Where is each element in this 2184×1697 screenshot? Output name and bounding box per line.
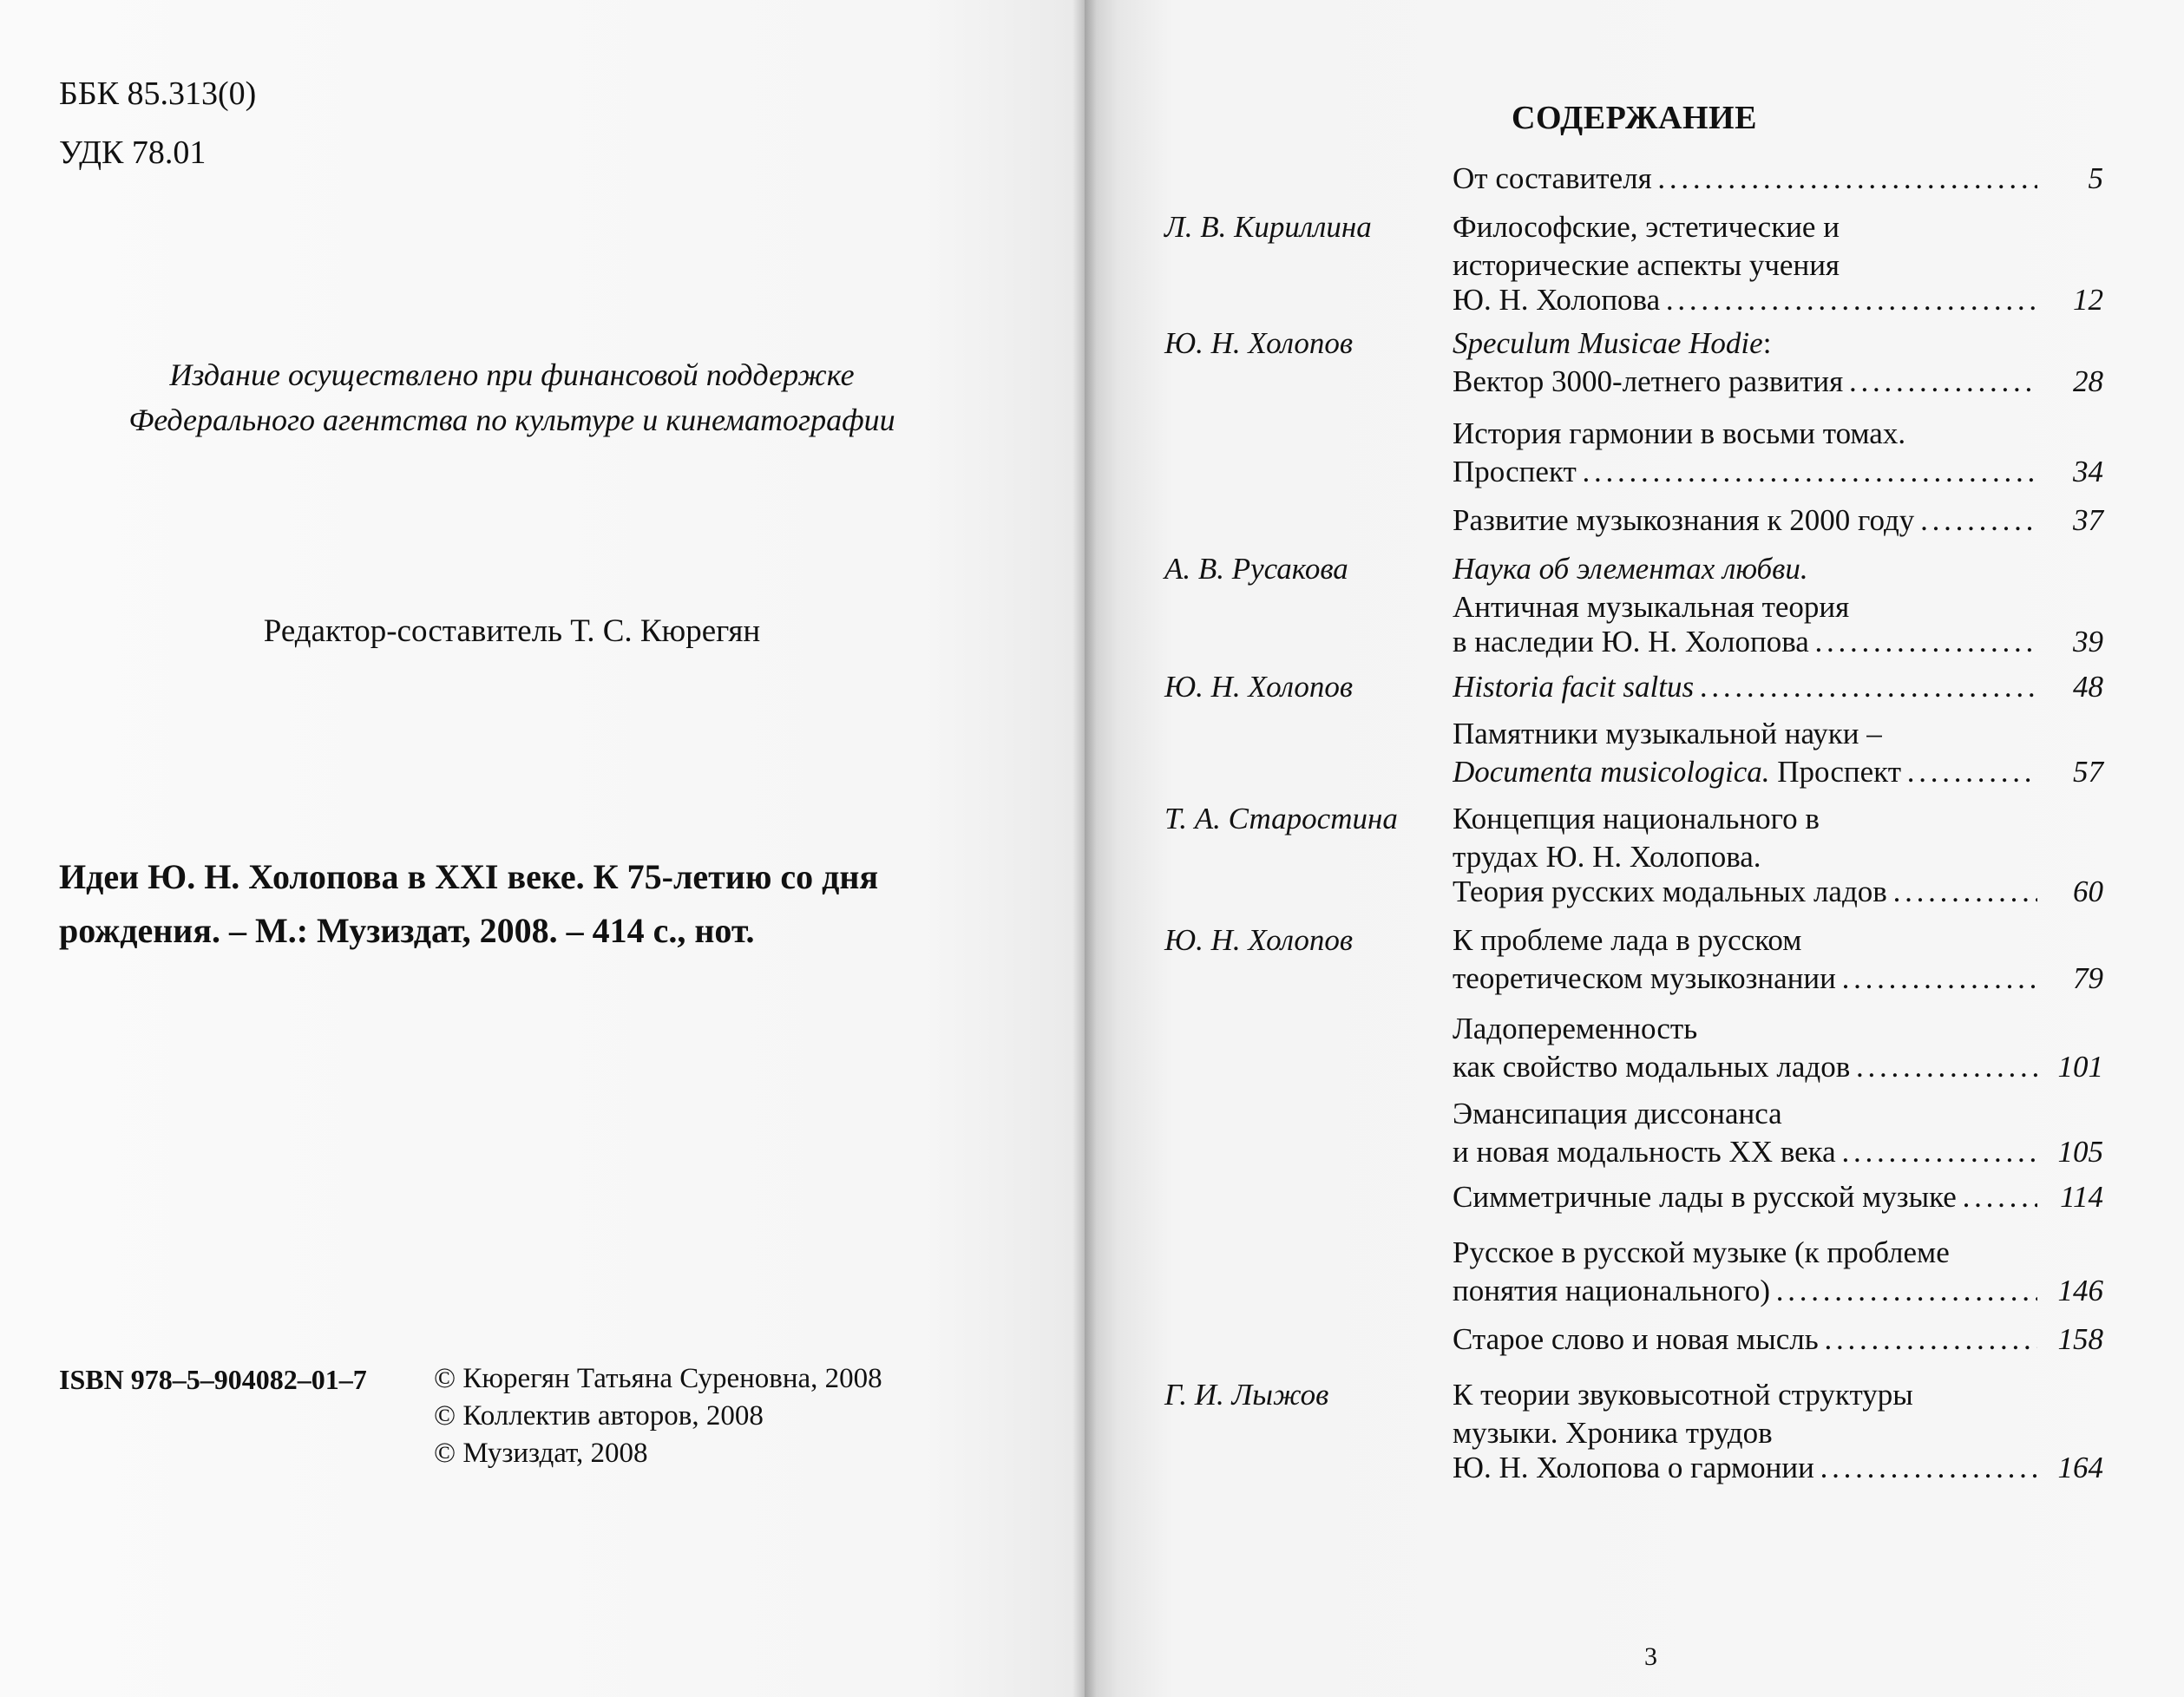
toc-title-line: Проспект . . . (1453, 455, 2037, 489)
toc-author: Г. И. Лыжов (1164, 1378, 1329, 1412)
toc-title-line: Ю. Н. Холопова о гармонии . . . (1453, 1451, 2037, 1485)
toc-page-number: 79 (2073, 961, 2103, 995)
toc-page-number: 158 (2057, 1322, 2103, 1356)
funding-note (52, 352, 972, 442)
toc-page-number: 57 (2073, 755, 2103, 789)
editor-credit: Редактор-составитель Т. С. Кюрегян (263, 613, 761, 649)
toc-title-line: Симметричные лады в русской музыке . . . (1453, 1180, 2037, 1215)
toc-title-line: История гармонии в восьми томах. (1453, 416, 1906, 450)
isbn: ISBN 978–5–904082–01–7 (59, 1364, 367, 1395)
toc-title-line: в наследии Ю. Н. Холопова . . . (1453, 625, 2037, 659)
toc-author: Ю. Н. Холопов (1164, 923, 1354, 957)
toc-title-line: Философские, эстетические и (1453, 210, 1840, 244)
toc-page-number: 164 (2057, 1451, 2103, 1484)
left-page (0, 0, 1085, 1697)
toc-title-line: понятия национального) . . . (1453, 1274, 2037, 1308)
toc-author: А. В. Русакова (1164, 552, 1348, 586)
toc-title-line: как свойство модальных ладов . . . (1453, 1050, 2037, 1084)
toc-title-line: Historia facit saltus . . . (1453, 670, 2037, 704)
toc-page-number: 101 (2057, 1050, 2103, 1084)
toc-title-line: К теории звуковысотной структуры (1453, 1378, 1913, 1412)
toc-author: Ю. Н. Холопов (1164, 326, 1354, 360)
toc-author: Ю. Н. Холопов (1164, 670, 1354, 704)
toc-title-line: Теория русских модальных ладов . . . (1453, 875, 2037, 909)
book-gutter (1072, 0, 1097, 1697)
copyright-line: © Кюрегян Татьяна Суреновна, 2008 (434, 1363, 882, 1394)
toc-title-line: исторические аспекты учения (1453, 248, 1840, 282)
toc-title-line: Старое слово и новая мысль . . . (1453, 1322, 2037, 1357)
page-number: 3 (1644, 1642, 1657, 1671)
toc-page-number: 5 (2088, 161, 2103, 195)
toc-title-line: Античная музыкальная теория (1453, 590, 1850, 624)
toc-page-number: 48 (2073, 670, 2103, 704)
toc-page-number: 28 (2073, 364, 2103, 398)
toc-title-line: К проблеме лада в русском (1453, 923, 1802, 957)
toc-title-line: и новая модальность XX века . . . (1453, 1135, 2037, 1170)
copyright-block (434, 1360, 882, 1472)
toc-page-number: 146 (2057, 1274, 2103, 1307)
toc-title-line: Ладопеременность (1453, 1012, 1698, 1045)
toc-page-number: 60 (2073, 875, 2103, 908)
toc-title-line: Развитие музыкознания к 2000 году . . . (1453, 503, 2037, 538)
toc-title-line: Ю. Н. Холопова . . . (1453, 283, 2037, 318)
bibliographic-reference (59, 850, 1040, 958)
copyright-line: © Музиздат, 2008 (434, 1438, 648, 1469)
bibliographic-line: рождения. – М.: Музиздат, 2008. – 414 с., нот. (59, 911, 755, 950)
toc-title-line: Эмансипация диссонанса (1453, 1097, 1782, 1130)
toc-title-line: трудах Ю. Н. Холопова. (1453, 840, 1761, 874)
toc-page-number: 12 (2073, 283, 2103, 317)
toc-title-line: Наука об элементах любви. (1453, 552, 1808, 586)
toc-title-line: Speculum Musicae Hodie: (1453, 326, 1772, 360)
toc-page-number: 39 (2073, 625, 2103, 658)
toc-title-line: Вектор 3000-летнего развития . . . (1453, 364, 2037, 399)
toc-page-number: 114 (2060, 1180, 2103, 1214)
toc-title-line: Русское в русской музыке (к проблеме (1453, 1235, 1950, 1269)
toc-author: Л. В. Кириллина (1164, 210, 1372, 244)
toc-title: СОДЕРЖАНИЕ (1512, 100, 1757, 136)
bibliographic-line: Идеи Ю. Н. Холопова в XXI веке. К 75-летию со дня (59, 857, 879, 896)
funding-line: Издание осуществлено при финансовой поддержке (169, 357, 855, 392)
funding-line: Федерального агентства по культуре и кинематографии (128, 403, 895, 437)
toc-title-line: Documenta musicologica. Проспект . . . (1453, 755, 2037, 790)
toc-title-line: От составителя . . . (1453, 161, 2037, 196)
udk-code: УДК 78.01 (59, 134, 207, 171)
toc-page-number: 105 (2057, 1135, 2103, 1169)
toc-title-line: Концепция национального в (1453, 802, 1820, 835)
toc-page-number: 34 (2073, 455, 2103, 488)
toc-page-number: 37 (2073, 503, 2103, 537)
bbk-code: ББК 85.313(0) (59, 75, 257, 112)
toc-title-line: теоретическом музыкознании . . . (1453, 961, 2037, 996)
toc-title-line: музыки. Хроника трудов (1453, 1416, 1773, 1450)
copyright-line: © Коллектив авторов, 2008 (434, 1400, 764, 1432)
toc-title-line: Памятники музыкальной науки – (1453, 717, 1882, 750)
toc-author: Т. А. Старостина (1164, 802, 1398, 835)
